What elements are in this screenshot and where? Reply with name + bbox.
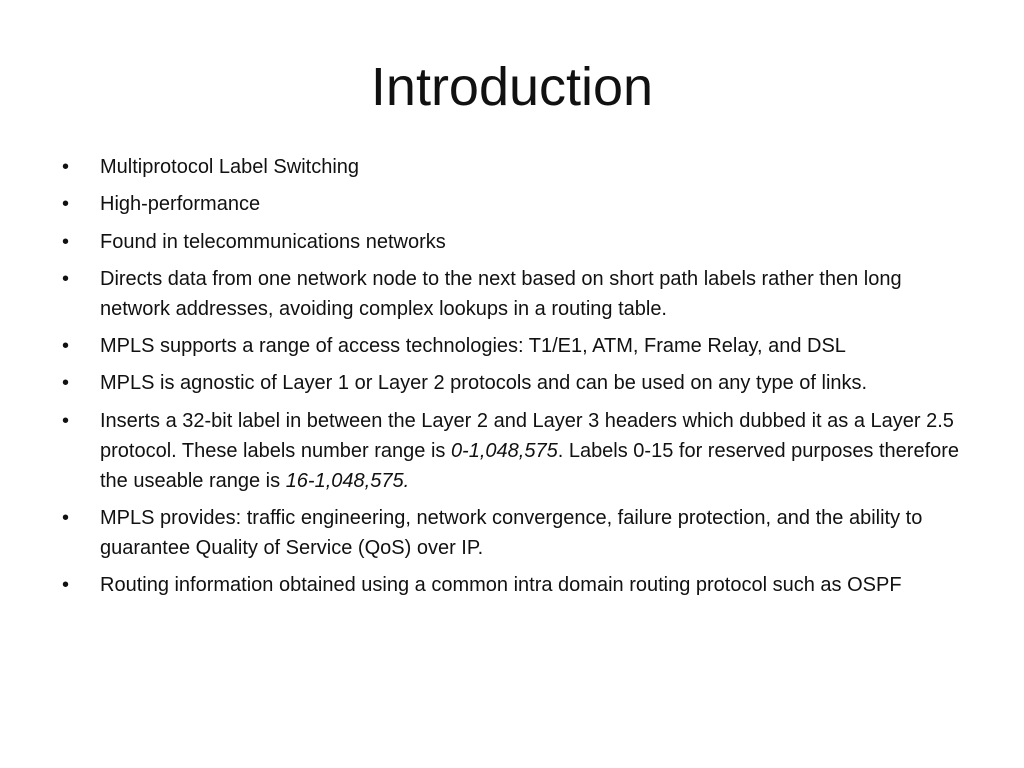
bullet-marker: • — [62, 574, 70, 597]
bullet-marker: • — [62, 507, 70, 530]
bullet-text — [100, 410, 959, 492]
bullet-item — [62, 368, 962, 398]
bullet-item — [62, 570, 962, 600]
bullet-marker: • — [62, 193, 70, 216]
bullet-item — [62, 227, 962, 257]
bullet-marker: • — [62, 409, 70, 432]
bullet-text: MPLS supports a range of access technologies: T1/E1, ATM, Frame Relay, and DSL — [100, 335, 846, 358]
bullet-text: Routing information obtained using a common intra domain routing protocol such as OSPF — [100, 574, 902, 597]
bullet-item — [62, 189, 962, 219]
bullet-marker: • — [62, 267, 70, 290]
bullet-item — [62, 152, 962, 182]
bullet-item — [62, 264, 962, 324]
bullet-text-part: . — [403, 469, 410, 492]
bullet-text: Directs data from one network node to the next based on short path labels rather then long network addresses, avoiding complex lookups in a routing table. — [100, 267, 902, 320]
bullet-text: MPLS is agnostic of Layer 1 or Layer 2 protocols and can be used on any type of links. — [100, 372, 868, 395]
slide-title: Introduction — [370, 57, 654, 117]
label-range-full: 0-1,048,575 — [450, 439, 558, 462]
bullet-list — [62, 152, 962, 608]
bullet-item — [62, 503, 962, 563]
label-range-usable: 16-1,048,575 — [285, 469, 404, 492]
bullet-text: High-performance — [100, 193, 261, 216]
bullet-item — [62, 406, 962, 496]
bullet-marker: • — [62, 156, 70, 178]
bullet-text: Multiprotocol Label Switching — [100, 156, 360, 178]
bullet-text: Found in telecommunications networks — [100, 230, 446, 253]
bullet-item — [62, 331, 962, 361]
bullet-text: MPLS provides: traffic engineering, network convergence, failure protection, and the ability to guarantee Quality of Service (QoS) over IP. — [100, 507, 923, 560]
bullet-marker: • — [62, 335, 70, 358]
bullet-marker: • — [62, 230, 70, 253]
bullet-text-part: . Labels 0-15 for reserved purposes therefore the useable range is — [100, 439, 960, 492]
bullet-marker: • — [62, 372, 70, 395]
bullet-text-part: Inserts a 32-bit label in between the Layer 2 and Layer 3 headers which dubbed it as a Layer 2.5 protocol. These labels number range is — [100, 409, 954, 462]
